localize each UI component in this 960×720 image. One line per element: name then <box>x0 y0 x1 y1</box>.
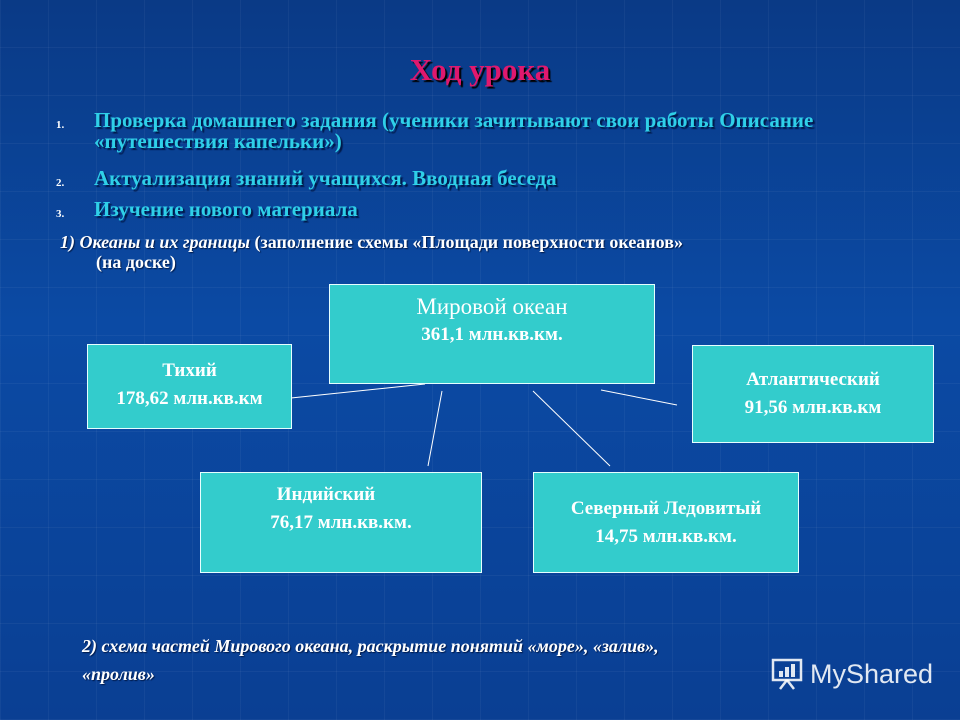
footer-line: «пролив» <box>82 664 155 684</box>
box-area: 361,1 млн.кв.км. <box>421 324 563 345</box>
box-indian <box>200 472 482 573</box>
watermark-logo <box>770 655 933 693</box>
list-number: 1. <box>56 119 65 131</box>
connector-arctic <box>533 391 610 466</box>
list-number: 3. <box>56 208 65 220</box>
subpoint-lead: 1) Океаны и их границы <box>60 232 250 252</box>
box-world-ocean <box>329 284 655 384</box>
connector-atlantic <box>601 390 677 405</box>
subpoint-oceans <box>60 232 920 272</box>
connector-indian <box>428 391 442 466</box>
box-area: 178,62 млн.кв.км <box>116 388 263 409</box>
list-number: 2. <box>56 177 65 189</box>
box-name: Мировой океан <box>416 294 568 319</box>
watermark-text: MyShared <box>810 658 934 689</box>
box-name: Тихий <box>162 360 217 381</box>
box-pacific <box>87 344 292 429</box>
list-item-text: Проверка домашнего задания (ученики зачитывают свои работы Описание «путешествия капельки») <box>94 108 814 153</box>
box-arctic <box>533 472 799 573</box>
list-item-review <box>56 168 916 189</box>
footer-line: 2) схема частей Мирового океана, раскрытие понятий «море», «залив», <box>82 636 659 656</box>
box-name: Северный Ледовитый <box>570 498 762 519</box>
box-area: 76,17 млн.кв.км. <box>270 512 412 533</box>
list-item-text: Изучение нового материала <box>94 197 358 221</box>
subpoint-text-second: (на доске) <box>96 252 176 272</box>
connector-pacific <box>291 384 425 398</box>
list-item-text: Актуализация знаний учащихся. Вводная беседа <box>94 166 557 190</box>
subpoint-text: (заполнение схемы «Площади поверхности океанов» <box>249 232 683 252</box>
box-area: 14,75 млн.кв.км. <box>595 526 737 547</box>
presentation-board-icon <box>770 657 804 691</box>
list-item-new-material <box>56 199 916 220</box>
slide-title: Ход урока <box>409 52 551 87</box>
box-name: Индийский <box>276 484 376 505</box>
box-area: 91,56 млн.кв.км <box>744 397 882 418</box>
list-item-homework <box>56 110 916 152</box>
box-name: Атлантический <box>746 369 880 390</box>
box-atlantic <box>692 345 934 443</box>
